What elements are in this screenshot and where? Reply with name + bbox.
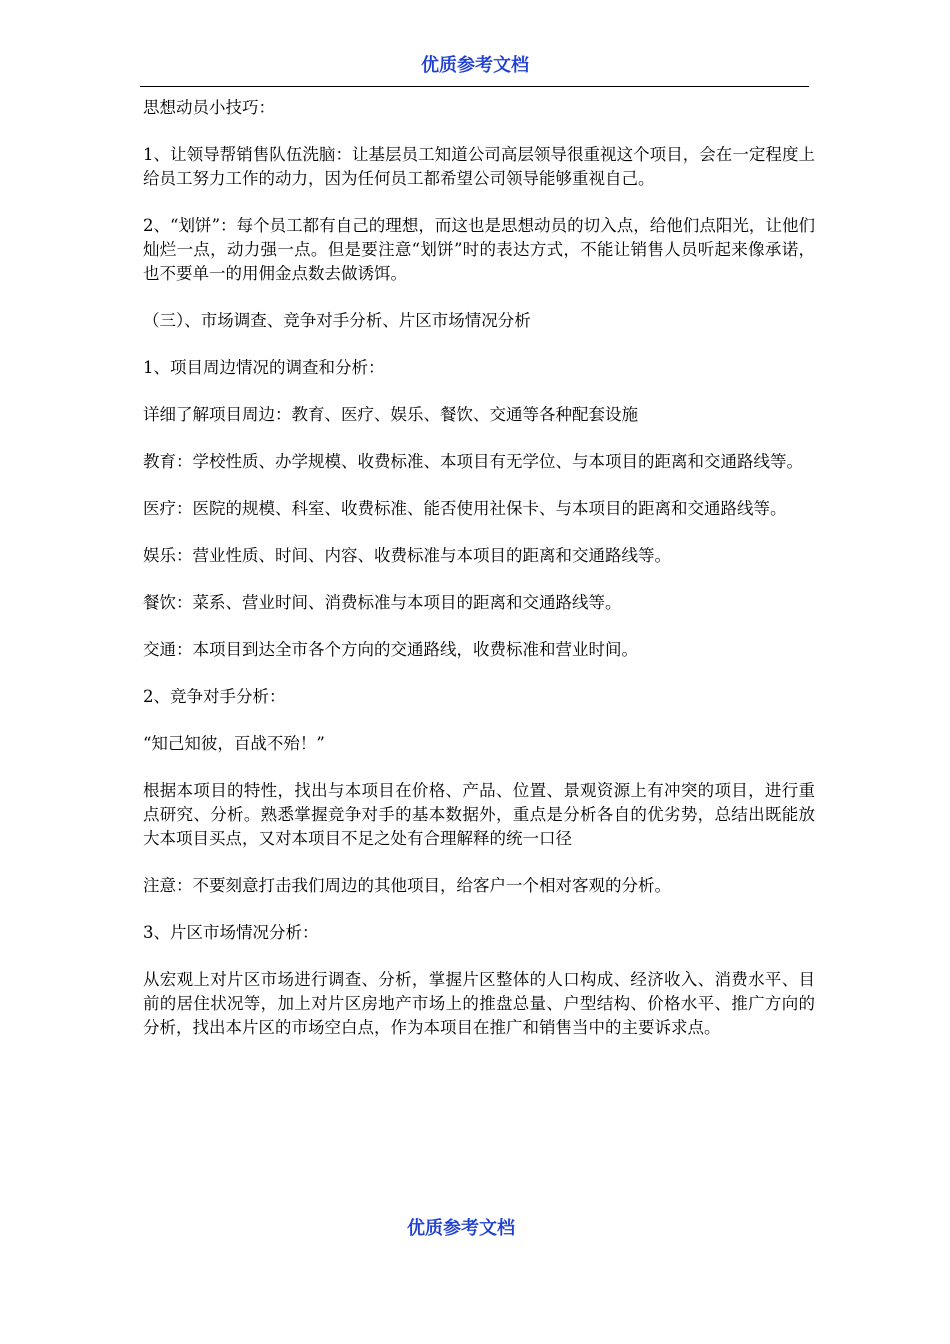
paragraph-district-analysis: 从宏观上对片区市场进行调查、分析，掌握片区整体的人口构成、经济收入、消费水平、目前的居住状况等，加上对片区房地产市场上的推盘总量、户型结构、价格水平、推广方向的分析，找出本片区的市场空白点，作为本项目在推广和销售当中的主要诉求点。 [143,970,815,1037]
paragraph-competitor-analysis: 根据本项目的特性，找出与本项目在价格、产品、位置、景观资源上有冲突的项目，进行重点研究、分析。熟悉掌握竞争对手的基本数据外，重点是分析各自的优劣势，总结出既能放大本项目买点，又对本项目不足之处有合理解释的统一口径 [143,781,815,848]
section-heading-market-research: （三）、市场调查、竞争对手分析、片区市场情况分析 [143,311,531,330]
subheading-surroundings: 1、项目周边情况的调查和分析： [143,358,385,377]
paragraph-tip-1: 1、让领导帮销售队伍洗脑：让基层员工知道公司高层领导很重视这个项目，会在一定程度上给员工努力工作的动力，因为任何员工都希望公司领导能够重视自己。 [143,145,815,188]
subheading-district-market: 3、片区市场情况分析： [143,923,319,942]
paragraph-note: 注意：不要刻意打击我们周边的其他项目，给客户一个相对客观的分析。 [143,876,671,895]
document-body [143,96,815,1063]
header-divider [140,86,809,87]
paragraph-tip-2: 2、“划饼”：每个员工都有自己的理想，而这也是思想动员的切入点，给他们点阳光，让他们灿烂一点，动力强一点。但是要注意“划饼”时的表达方式，不能让销售人员听起来像承诺，也不要单一的用佣金点数去做诱饵。 [143,216,815,283]
paragraph-transport: 交通：本项目到达全市各个方向的交通路线，收费标准和营业时间。 [143,640,638,659]
paragraph-quote: “知己知彼，百战不殆！” [143,734,325,753]
paragraph-surroundings-intro: 详细了解项目周边：教育、医疗、娱乐、餐饮、交通等各种配套设施 [143,405,638,424]
paragraph-dining: 餐饮：菜系、营业时间、消费标准与本项目的距离和交通路线等。 [143,593,622,612]
paragraph-medical: 医疗：医院的规模、科室、收费标准、能否使用社保卡、与本项目的距离和交通路线等。 [143,499,787,518]
paragraph-education: 教育：学校性质、办学规模、收费标准、本项目有无学位、与本项目的距离和交通路线等。 [143,452,803,471]
subheading-competitors: 2、竞争对手分析： [143,687,286,706]
page-footer-title: 优质参考文档 [407,1218,515,1239]
paragraph-heading-tips: 思想动员小技巧： [143,98,275,117]
paragraph-entertainment: 娱乐：营业性质、时间、内容、收费标准与本项目的距离和交通路线等。 [143,546,671,565]
page-header-title: 优质参考文档 [421,55,529,76]
